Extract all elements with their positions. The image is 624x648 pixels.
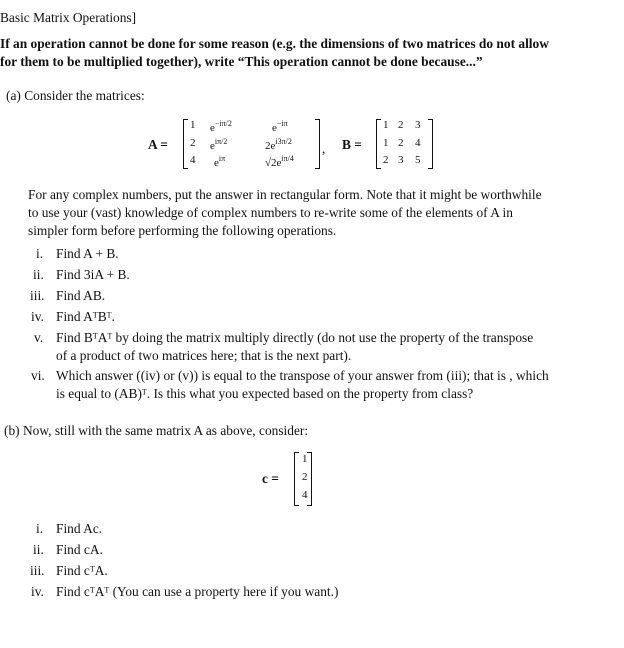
- item-text-continued: of a product of two matrices here; that is the next part).: [56, 348, 352, 363]
- matrix-a-cell: $2e^{i3\pi/2}$: [265, 137, 292, 152]
- vector-c-label: c =: [262, 471, 279, 486]
- part-b-label: (b) Now, still with the same matrix A as above, consider:: [4, 423, 309, 438]
- vector-c-cell: 4: [302, 489, 308, 501]
- matrix-a-cell: $e^{i\pi/2}$: [210, 137, 228, 152]
- item-text: Find AᵀBᵀ.: [56, 309, 115, 324]
- matrix-a-cell: 1: [190, 119, 196, 131]
- matrix-a-cell: 4: [190, 154, 196, 166]
- item-text: Find 3iA + B.: [56, 267, 130, 282]
- matrix-a-label: A =: [148, 137, 168, 152]
- item-number: iii.: [30, 288, 45, 303]
- matrix-b-label: B =: [342, 137, 362, 152]
- vector-c-cell: 2: [302, 471, 308, 483]
- matrix-b-cell: 1: [383, 137, 389, 149]
- item-number: iv.: [31, 584, 44, 599]
- item-text-continued: is equal to (AB)ᵀ. Is this what you expected based on the property from class?: [56, 386, 474, 401]
- matrix-a-cell: 2: [190, 137, 196, 149]
- matrix-equation: [130, 117, 440, 169]
- matrix-b-cell: 4: [415, 137, 421, 149]
- matrix-b-cell: 5: [415, 154, 421, 166]
- item-text: Find BᵀAᵀ by doing the matrix multiply directly (do not use the property of the transpose: [56, 330, 534, 345]
- item-text: Which answer ((iv) or (v)) is equal to the transpose of your answer from (iii); that is , which: [56, 368, 549, 383]
- matrix-b-cell: 1: [383, 119, 389, 131]
- matrix-b-left-bracket: [376, 119, 381, 169]
- matrix-a-cell: $e^{i\pi}$: [214, 154, 226, 169]
- item-text: Find AB.: [56, 288, 106, 303]
- matrix-b-cell: 3: [415, 119, 421, 131]
- intro-line-1: If an operation cannot be done for some reason (e.g. the dimensions of two matrices do not allow: [0, 36, 549, 51]
- matrix-a-cell: $e^{-i\pi}$: [272, 119, 288, 134]
- paragraph-line-3: simpler form before performing the following operations.: [28, 223, 337, 238]
- vector-c-cell: 1: [302, 453, 308, 465]
- item-text: Find cᵀA.: [56, 563, 108, 578]
- item-number: ii.: [33, 267, 44, 282]
- section-header: Basic Matrix Operations]: [0, 10, 137, 25]
- item-number: v.: [34, 330, 44, 345]
- matrix-b-right-bracket: [428, 119, 433, 169]
- item-number: vi.: [31, 368, 45, 383]
- comma: ,: [322, 141, 326, 156]
- item-number: i.: [36, 521, 44, 536]
- matrix-a-left-bracket: [183, 119, 188, 169]
- item-number: iv.: [31, 309, 44, 324]
- matrix-b-cell: 2: [383, 154, 389, 166]
- matrix-b-cell: 3: [398, 154, 404, 166]
- matrix-a-cell: $√2e^{i\pi/4}$: [265, 154, 294, 169]
- vector-c: [262, 452, 322, 508]
- item-text: Find Ac.: [56, 521, 103, 536]
- item-number: iii.: [30, 563, 45, 578]
- item-text: Find cᵀAᵀ (You can use a property here if you want.): [56, 584, 339, 599]
- matrix-a-right-bracket: [315, 119, 320, 169]
- paragraph-line-2: to use your (vast) knowledge of complex numbers to re-write some of the elements of A in: [28, 205, 513, 220]
- matrix-b-cell: 2: [398, 119, 404, 131]
- vector-c-left-bracket: [294, 452, 299, 506]
- intro-line-2: for them to be multiplied together), write “This operation cannot be done because...”: [0, 54, 483, 69]
- item-number: ii.: [33, 542, 44, 557]
- matrix-b-cell: 2: [398, 137, 404, 149]
- part-a-label: (a) Consider the matrices:: [6, 88, 145, 103]
- matrix-a-cell: $e^{-i\pi/2}$: [210, 119, 232, 134]
- paragraph-line-1: For any complex numbers, put the answer in rectangular form. Note that it might be worthwhile: [28, 187, 542, 202]
- item-text: Find A + B.: [56, 246, 119, 261]
- item-text: Find cA.: [56, 542, 103, 557]
- item-number: i.: [36, 246, 44, 261]
